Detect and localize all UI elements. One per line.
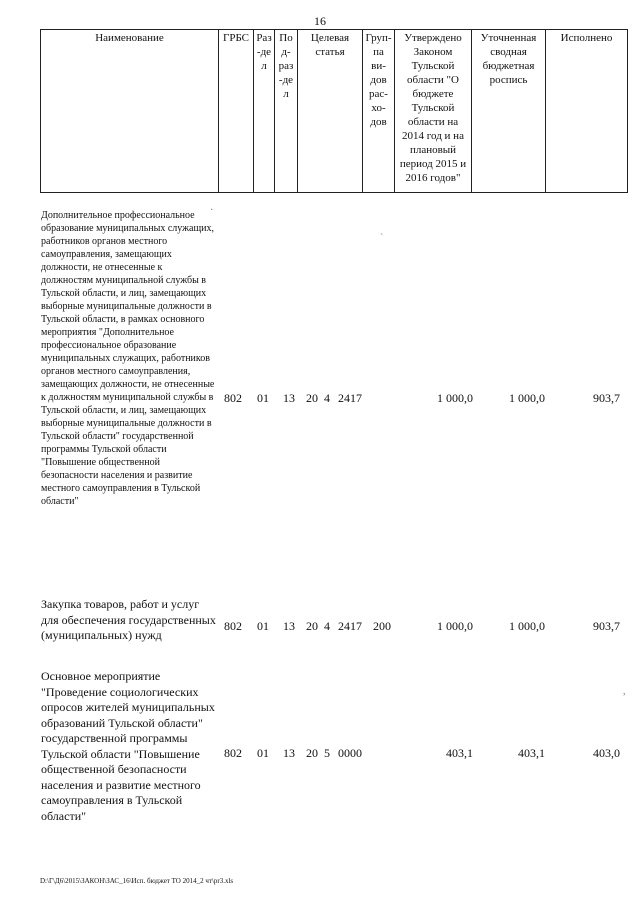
page-number: 16 xyxy=(314,14,326,28)
header-refined: Уточненная сводная бюджетная роспись xyxy=(472,30,546,193)
row-name: Основное мероприятие "Проведение социологических опросов жителей муниципальных образований Тульской области" государственной программы Тульской области "Повышение общественной безопасности населения и развитие местного самоуправления в Тульской области" xyxy=(41,669,215,823)
header-executed: Исполнено xyxy=(546,30,628,193)
cell-podrazdel: 13 xyxy=(283,619,295,633)
cell-target-subprogram: 4 xyxy=(324,391,330,405)
scan-speck: , xyxy=(623,686,626,697)
cell-executed: 403,0 xyxy=(593,746,620,760)
cell-podrazdel: 13 xyxy=(283,746,295,760)
header-grbs: ГРБС xyxy=(219,30,254,193)
cell-approved: 1 000,0 xyxy=(437,391,473,405)
scan-speck: ` xyxy=(380,233,384,244)
table-header xyxy=(40,29,628,193)
header-podrazdel: Под-раз-дел xyxy=(275,30,298,193)
cell-podrazdel: 13 xyxy=(283,391,295,405)
cell-grbs: 802 xyxy=(224,619,242,633)
cell-approved: 1 000,0 xyxy=(437,619,473,633)
scan-speck: · xyxy=(210,205,214,216)
row-name: Закупка товаров, работ и услуг для обеспечения государственных (муниципальных) нужд xyxy=(41,597,216,642)
cell-executed: 903,7 xyxy=(593,619,620,633)
cell-executed: 903,7 xyxy=(593,391,620,405)
cell-target-program: 20 xyxy=(306,391,318,405)
cell-refined: 1 000,0 xyxy=(509,391,545,405)
header-expense-group: Груп-па ви-дов рас-хо-дов xyxy=(363,30,395,193)
cell-target-code: 0000 xyxy=(338,746,362,760)
cell-grbs: 802 xyxy=(224,746,242,760)
cell-refined: 403,1 xyxy=(518,746,545,760)
header-approved: Утверждено Законом Тульской области "О бюджете Тульской области на 2014 год и на плановый период 2015 и 2016 годов" xyxy=(395,30,472,193)
cell-grbs: 802 xyxy=(224,391,242,405)
row-name: Дополнительное профессиональное образование муниципальных служащих, работников органов местного самоуправления, замещающих должности, не отнесенные к должностям муниципальной службы в Тульской области, и лиц, замещающих выборные муниципальные должности в Тульской области, в рамках основного мероприятия "Дополнительное профессиональное образование муниципальных служащих, работников органов местного самоуправления, замещающих должности, не отнесенные к должностям муниципальной службы в Тульской области, и лиц, замещающих выборные муниципальные должности в Тульской области" государственной программы Тульской области "Повышение общественной безопасности населения и развитие местного самоуправления в Тульской области" xyxy=(41,210,215,507)
cell-target-program: 20 xyxy=(306,746,318,760)
cell-razdel: 01 xyxy=(257,391,269,405)
header-name: Наименование xyxy=(41,30,219,193)
cell-razdel: 01 xyxy=(257,746,269,760)
cell-target-subprogram: 5 xyxy=(324,746,330,760)
cell-target-subprogram: 4 xyxy=(324,619,330,633)
header-target-article: Целевая статья xyxy=(298,30,363,193)
footer-file-path: D:\Г\Д6\2015\ЗАКОН\ЗАС_16\Исп. бюджет ТО 2014_2 чт\pr3.xls xyxy=(40,877,234,885)
header-razdel: Раз-дел xyxy=(254,30,275,193)
cell-target-program: 20 xyxy=(306,619,318,633)
cell-target-code: 2417 xyxy=(338,391,362,405)
cell-approved: 403,1 xyxy=(446,746,473,760)
cell-expense-group: 200 xyxy=(373,619,391,633)
cell-target-code: 2417 xyxy=(338,619,362,633)
cell-razdel: 01 xyxy=(257,619,269,633)
cell-refined: 1 000,0 xyxy=(509,619,545,633)
